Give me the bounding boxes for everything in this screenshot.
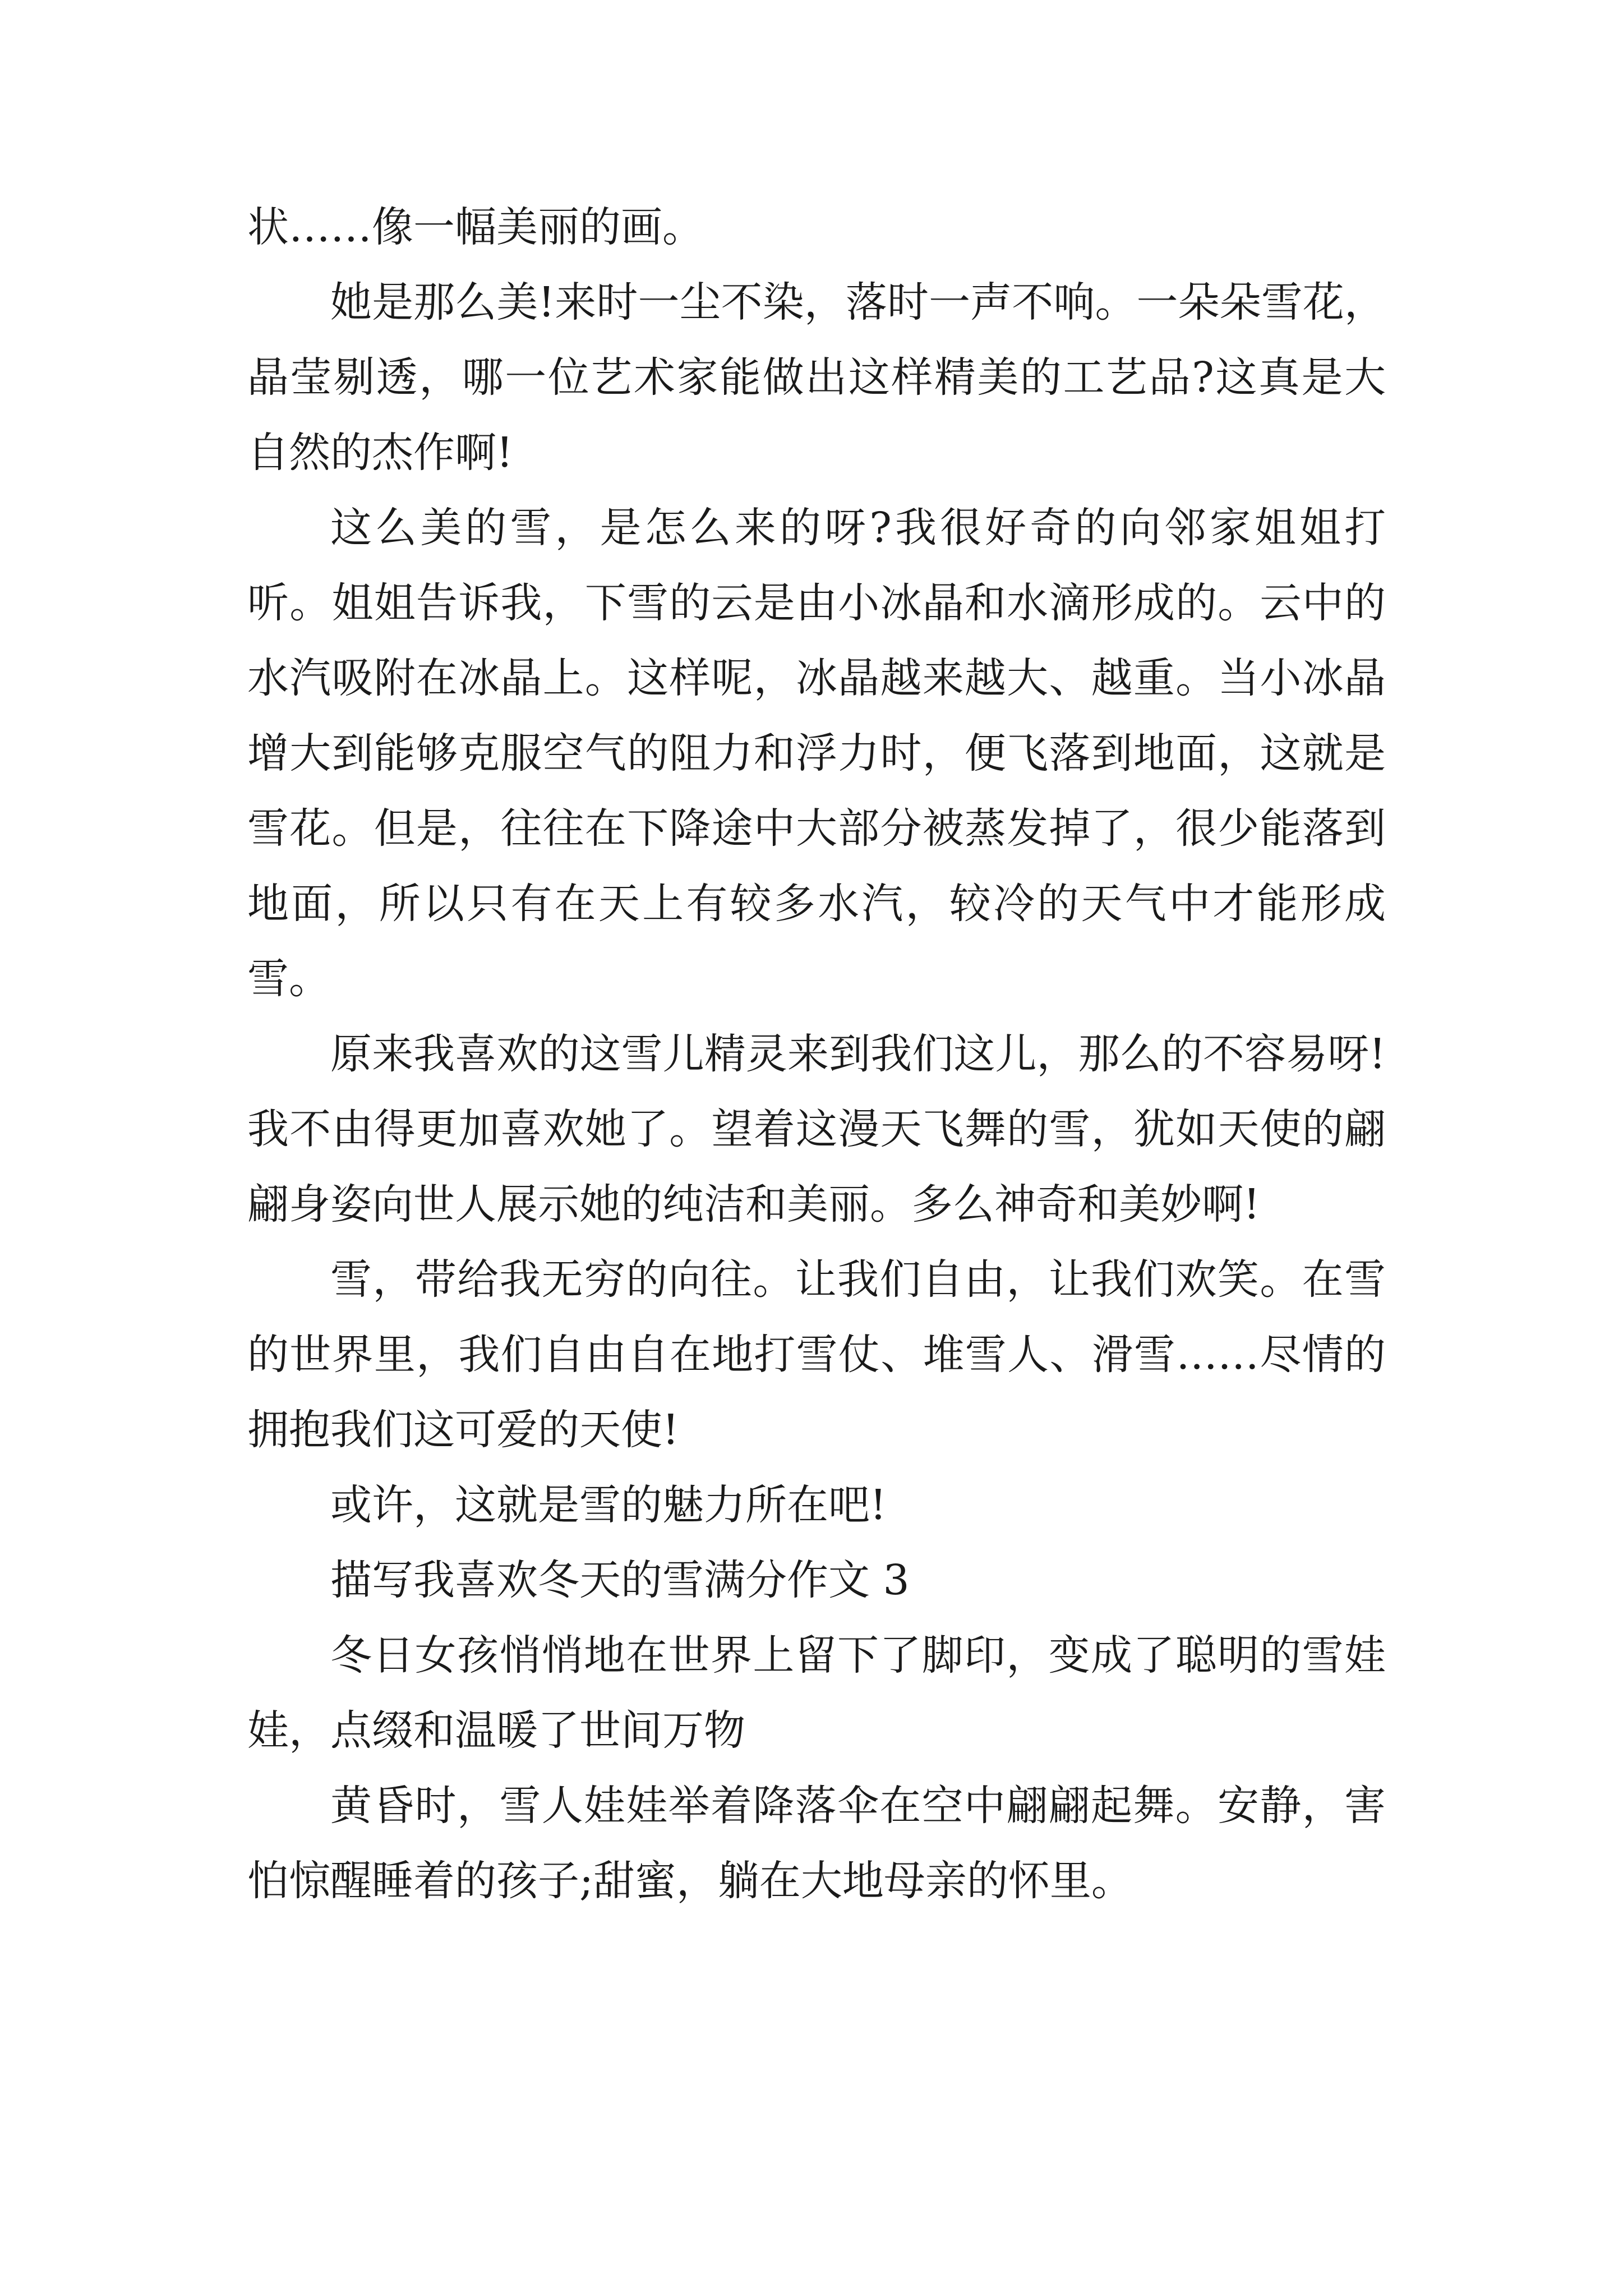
paragraph: 雪，带给我无穷的向往。让我们自由，让我们欢笑。在雪的世界里，我们自由自在地打雪仗、堆雪人、滑雪……尽情的拥抱我们这可爱的天使! (247, 1255, 1386, 1454)
section-heading: 描写我喜欢冬天的雪满分作文 3 (330, 1556, 910, 1604)
paragraph: 或许，这就是雪的魅力所在吧! (330, 1481, 887, 1529)
paragraph-continuation: 状……像一幅美丽的画。 (247, 203, 704, 251)
paragraph: 她是那么美!来时一尘不染，落时一声不响。一朵朵雪花，晶莹剔透，哪一位艺术家能做出这样精美的工艺品?这真是大自然的杰作啊! (247, 278, 1386, 477)
paragraph: 这么美的雪，是怎么来的呀?我很好奇的向邻家姐姐打听。姐姐告诉我，下雪的云是由小冰晶和水滴形成的。云中的水汽吸附在冰晶上。这样呢，冰晶越来越大、越重。当小冰晶增大到能够克服空气的阻力和浮力时，便飞落到地面，这就是雪花。但是，往往在下降途中大部分被蒸发掉了，很少能落到地面，所以只有在天上有较多水汽，较冷的天气中才能形成雪。 (247, 504, 1386, 1003)
paragraph: 黄昏时，雪人娃娃举着降落伞在空中翩翩起舞。安静，害怕惊醒睡着的孩子;甜蜜，躺在大地母亲的怀里。 (247, 1782, 1386, 1905)
paragraph: 原来我喜欢的这雪儿精灵来到我们这儿，那么的不容易呀!我不由得更加喜欢她了。望着这漫天飞舞的雪，犹如天使的翩翩身姿向世人展示她的纯洁和美丽。多么神奇和美妙啊! (247, 1030, 1386, 1228)
paragraph: 冬日女孩悄悄地在世界上留下了脚印，变成了聪明的雪娃娃，点缀和温暖了世间万物 (247, 1631, 1386, 1755)
document-body (247, 190, 1386, 1918)
